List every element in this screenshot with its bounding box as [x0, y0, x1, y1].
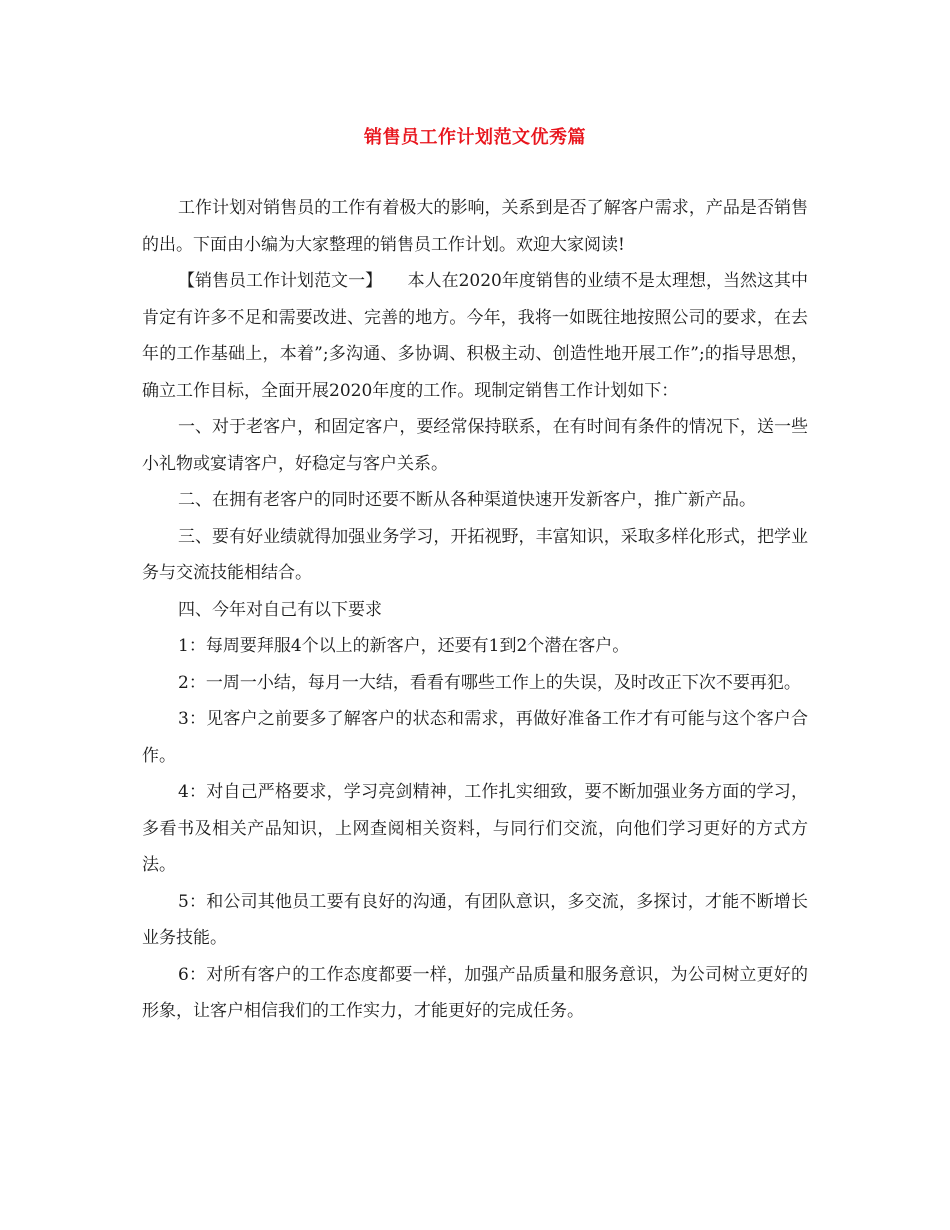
item-two-paragraph: 二、在拥有老客户的同时还要不断从各种渠道快速开发新客户，推广新产品。	[178, 490, 756, 510]
requirement-6: 6：对所有客户的工作态度都要一样，加强产品质量和服务意识，为公司树立更好的形象，让客户相信我们的工作实力，才能更好的完成任务。	[142, 964, 808, 1021]
document-title: 销售员工作计划范文优秀篇	[364, 127, 586, 148]
requirement-5: 5：和公司其他员工要有良好的沟通，有团队意识，多交流，多探讨，才能不断增长业务技能。	[142, 891, 808, 948]
requirement-4: 4：对自己严格要求，学习亮剑精神，工作扎实细致，要不断加强业务方面的学习，多看书及相关产品知识，上网查阅相关资料，与同行们交流，向他们学习更好的方式方法。	[142, 782, 808, 875]
item-four-heading: 四、今年对自己有以下要求	[178, 599, 382, 620]
requirement-1: 1：每周要拜服4个以上的新客户，还要有1到2个潜在客户。	[178, 636, 630, 656]
plan-one-paragraph: 【销售员工作计划范文一】 本人在2020年度销售的业绩不是太理想，当然这其中肯定有许多不足和需要改进、完善的地方。今年，我将一如既往地按照公司的要求，在去年的工作基础上，本着”;多沟通、多协调、积极主动、创造性地开展工作”;的指导思想，确立工作目标，全面开展2020年度的工作。现制定销售工作计划如下：	[142, 271, 808, 401]
requirement-2: 2：一周一小结，每月一大结，看看有哪些工作上的失误，及时改正下次不要再犯。	[178, 672, 801, 693]
item-three-paragraph: 三、要有好业绩就得加强业务学习，开拓视野，丰富知识，采取多样化形式，把学业务与交流技能相结合。	[142, 526, 808, 583]
document-page	[142, 118, 808, 1030]
requirement-3: 3：见客户之前要多了解客户的状态和需求，再做好准备工作才有可能与这个客户合作。	[142, 709, 808, 766]
item-one-paragraph: 一、对于老客户，和固定客户，要经常保持联系，在有时间有条件的情况下，送一些小礼物或宴请客户，好稳定与客户关系。	[142, 417, 808, 474]
intro-paragraph: 工作计划对销售员的工作有着极大的影响，关系到是否了解客户需求，产品是否销售的出。下面由小编为大家整理的销售员工作计划。欢迎大家阅读!	[142, 198, 808, 255]
